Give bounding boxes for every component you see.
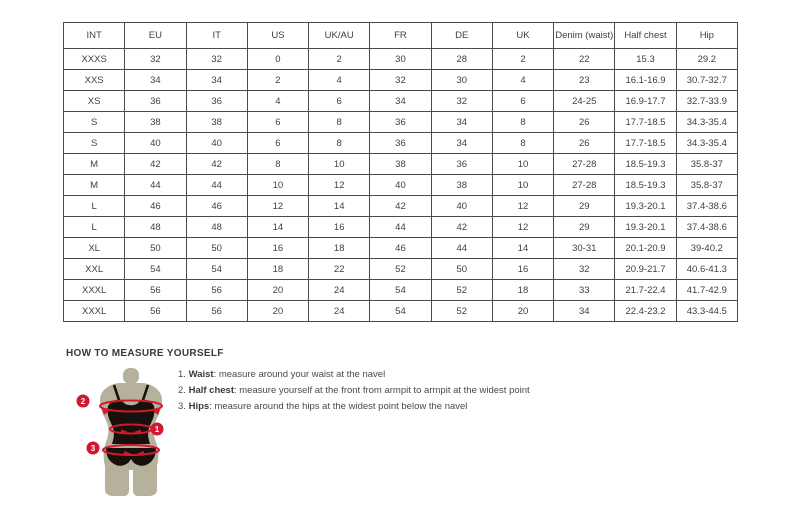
table-cell: XXXL [64,280,125,301]
table-cell: 29 [554,217,615,238]
table-cell: 50 [125,238,186,259]
table-cell: 56 [125,301,186,322]
column-header: Hip [676,23,737,49]
table-cell: 12 [492,196,553,217]
table-cell: 8 [492,133,553,154]
table-cell: 30.7-32.7 [676,70,737,91]
table-cell: 24 [309,301,370,322]
table-cell: 50 [431,259,492,280]
table-cell: 42 [125,154,186,175]
table-cell: 29 [554,196,615,217]
table-cell: 39-40.2 [676,238,737,259]
table-cell: 36 [370,112,431,133]
table-cell: 52 [431,301,492,322]
table-cell: 34 [431,133,492,154]
step-text: : measure around the hips at the widest point below the navel [209,401,468,412]
table-cell: 44 [186,175,247,196]
table-cell: 8 [492,112,553,133]
table-cell: 34 [125,70,186,91]
table-cell: 14 [247,217,308,238]
table-cell: 54 [370,301,431,322]
table-cell: 32 [186,49,247,70]
table-cell: 18.5-19.3 [615,175,676,196]
table-cell: 19.3-20.1 [615,217,676,238]
table-cell: 17.7-18.5 [615,112,676,133]
table-cell: L [64,217,125,238]
table-cell: L [64,196,125,217]
table-cell: 8 [247,154,308,175]
table-cell: 54 [125,259,186,280]
table-cell: 22 [554,49,615,70]
table-cell: 2 [247,70,308,91]
table-cell: 15.3 [615,49,676,70]
size-chart-table [63,22,738,322]
table-cell: 20.9-21.7 [615,259,676,280]
table-cell: 42 [431,217,492,238]
table-row [64,133,738,154]
table-cell: 22 [309,259,370,280]
table-cell: 56 [186,301,247,322]
table-cell: 44 [125,175,186,196]
table-cell: 40 [370,175,431,196]
table-cell: 18 [492,280,553,301]
table-cell: 32 [370,70,431,91]
table-row [64,91,738,112]
column-header: Denim (waist) [554,23,615,49]
table-cell: M [64,154,125,175]
table-cell: 0 [247,49,308,70]
table-cell: S [64,112,125,133]
table-cell: 46 [186,196,247,217]
table-cell: 42 [186,154,247,175]
column-header: INT [64,23,125,49]
table-cell: 34 [370,91,431,112]
table-cell: 37.4-38.6 [676,196,737,217]
measure-step-half-chest [178,385,530,396]
table-cell: 48 [186,217,247,238]
table-cell: 10 [247,175,308,196]
step-number: 2. [178,385,186,396]
table-cell: 35.8-37 [676,175,737,196]
table-cell: 41.7-42.9 [676,280,737,301]
table-cell: 36 [125,91,186,112]
table-cell: 14 [309,196,370,217]
column-header: FR [370,23,431,49]
column-header: UK [492,23,553,49]
table-row [64,154,738,175]
table-cell: 52 [431,280,492,301]
step-text: : measure around your waist at the navel [213,369,386,380]
badge-hips [87,442,100,455]
table-cell: 54 [370,280,431,301]
step-number: 1. [178,369,186,380]
table-cell: 4 [247,91,308,112]
badge-half-chest [77,395,90,408]
badge-waist-number: 1 [154,425,160,434]
table-row [64,175,738,196]
table-cell: 4 [309,70,370,91]
table-cell: 38 [370,154,431,175]
table-header-row [64,23,738,49]
table-body [64,49,738,322]
table-cell: XL [64,238,125,259]
table-head [64,23,738,49]
table-cell: 30 [431,70,492,91]
badge-half-chest-number: 2 [80,397,86,406]
table-row [64,259,738,280]
table-cell: XS [64,91,125,112]
table-cell: XXL [64,259,125,280]
table-cell: 19.3-20.1 [615,196,676,217]
table-cell: 40.6-41.3 [676,259,737,280]
table-cell: 34.3-35.4 [676,112,737,133]
table-cell: 16 [309,217,370,238]
column-header: EU [125,23,186,49]
table-cell: 2 [492,49,553,70]
table-cell: 12 [309,175,370,196]
measure-steps-list [178,369,530,417]
table-cell: 34.3-35.4 [676,133,737,154]
table-cell: 17.7-18.5 [615,133,676,154]
table-cell: 56 [125,280,186,301]
step-label: Hips [188,401,210,412]
table-cell: 36 [370,133,431,154]
table-row [64,217,738,238]
table-cell: 44 [431,238,492,259]
table-cell: 48 [125,217,186,238]
table-cell: 6 [309,91,370,112]
table-cell: 10 [492,154,553,175]
table-cell: 52 [370,259,431,280]
table-row [64,112,738,133]
table-cell: XXXS [64,49,125,70]
table-cell: 46 [370,238,431,259]
measure-section-title: HOW TO MEASURE YOURSELF [66,348,224,359]
table-cell: 24-25 [554,91,615,112]
table-cell: XXS [64,70,125,91]
table-cell: 6 [247,133,308,154]
table-cell: 23 [554,70,615,91]
table-cell: 12 [492,217,553,238]
table-row [64,49,738,70]
table-cell: 22.4-23.2 [615,301,676,322]
table-cell: 6 [247,112,308,133]
table-cell: 16 [247,238,308,259]
table-cell: 8 [309,112,370,133]
table-cell: 28 [431,49,492,70]
table-cell: 24 [309,280,370,301]
table-cell: 36 [431,154,492,175]
table-cell: 36 [186,91,247,112]
measure-step-hips [178,401,530,412]
measurement-diagram-illustration [72,366,177,506]
measure-step-waist [178,369,530,380]
table-cell: 38 [125,112,186,133]
table-cell: 32 [431,91,492,112]
table-cell: 10 [492,175,553,196]
table-cell: 2 [309,49,370,70]
table-cell: 26 [554,133,615,154]
table-cell: 16.1-16.9 [615,70,676,91]
table-cell: 8 [309,133,370,154]
table-cell: 18 [247,259,308,280]
table-cell: 40 [186,133,247,154]
table-cell: XXXL [64,301,125,322]
column-header: UK/AU [309,23,370,49]
table-cell: 20.1-20.9 [615,238,676,259]
column-header: US [247,23,308,49]
table-cell: 40 [125,133,186,154]
table-cell: 42 [370,196,431,217]
table-cell: 56 [186,280,247,301]
table-cell: M [64,175,125,196]
table-cell: 20 [492,301,553,322]
column-header: IT [186,23,247,49]
table-cell: 10 [309,154,370,175]
table-cell: 35.8-37 [676,154,737,175]
table-cell: 16 [492,259,553,280]
table-cell: 27-28 [554,175,615,196]
table-cell: S [64,133,125,154]
table-row [64,301,738,322]
table-row [64,280,738,301]
table-cell: 40 [431,196,492,217]
column-header: DE [431,23,492,49]
step-number: 3. [178,401,186,412]
table-cell: 20 [247,301,308,322]
table-cell: 33 [554,280,615,301]
table-cell: 29.2 [676,49,737,70]
table-cell: 34 [554,301,615,322]
table-cell: 20 [247,280,308,301]
step-label: Waist [188,369,214,380]
table-row [64,238,738,259]
table-cell: 37.4-38.6 [676,217,737,238]
step-text: : measure yourself at the front from armpit to armpit at the widest point [233,385,530,396]
table-cell: 6 [492,91,553,112]
table-cell: 54 [186,259,247,280]
table-cell: 16.9-17.7 [615,91,676,112]
table-cell: 50 [186,238,247,259]
table-cell: 32.7-33.9 [676,91,737,112]
table-cell: 34 [186,70,247,91]
table-cell: 32 [554,259,615,280]
table-cell: 32 [125,49,186,70]
table-cell: 44 [370,217,431,238]
table-cell: 4 [492,70,553,91]
table-cell: 18 [309,238,370,259]
table-cell: 43.3-44.5 [676,301,737,322]
badge-hips-number: 3 [90,444,96,453]
table-cell: 26 [554,112,615,133]
table-cell: 38 [186,112,247,133]
badge-waist [151,423,164,436]
table-cell: 46 [125,196,186,217]
table-row [64,70,738,91]
table-cell: 21.7-22.4 [615,280,676,301]
step-label: Half chest [188,385,234,396]
table-cell: 12 [247,196,308,217]
table-cell: 27-28 [554,154,615,175]
table-row [64,196,738,217]
column-header: Half chest [615,23,676,49]
table-cell: 34 [431,112,492,133]
table-cell: 30-31 [554,238,615,259]
table-cell: 38 [431,175,492,196]
table-cell: 18.5-19.3 [615,154,676,175]
table-cell: 14 [492,238,553,259]
table-cell: 30 [370,49,431,70]
